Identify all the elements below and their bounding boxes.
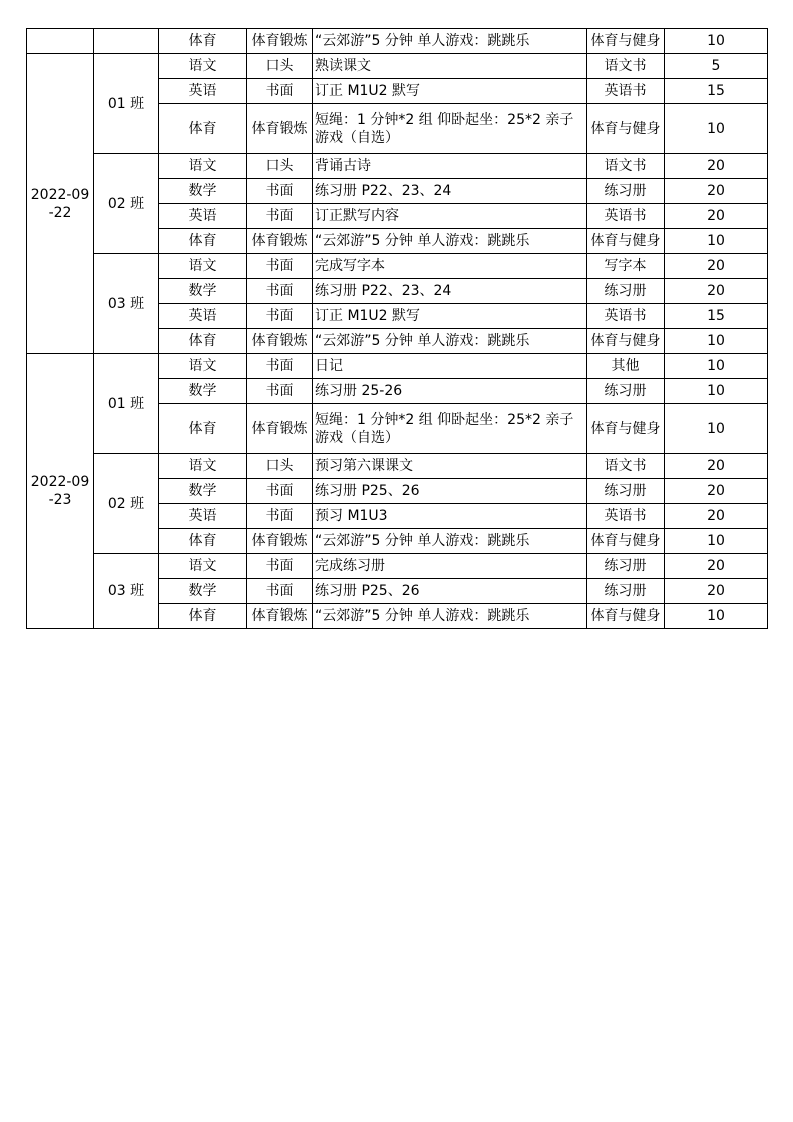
table-row xyxy=(27,554,768,579)
material-cell: 体育与健身 xyxy=(587,329,665,354)
minutes-cell: 10 xyxy=(665,329,768,354)
class-cell: 01 班 xyxy=(94,354,159,454)
material-cell: 英语书 xyxy=(587,304,665,329)
subject-cell: 数学 xyxy=(159,579,247,604)
table-row xyxy=(27,454,768,479)
table-row xyxy=(27,354,768,379)
material-cell: 练习册 xyxy=(587,579,665,604)
subject-cell: 英语 xyxy=(159,504,247,529)
form-cell: 口头 xyxy=(247,454,313,479)
material-cell: 英语书 xyxy=(587,79,665,104)
subject-cell: 数学 xyxy=(159,279,247,304)
material-cell: 体育与健身 xyxy=(587,29,665,54)
material-cell: 语文书 xyxy=(587,154,665,179)
content-cell: “云郊游”5 分钟 单人游戏：跳跳乐 xyxy=(313,29,587,54)
content-cell: 练习册 P25、26 xyxy=(313,579,587,604)
minutes-cell: 15 xyxy=(665,79,768,104)
subject-cell: 语文 xyxy=(159,54,247,79)
material-cell: 练习册 xyxy=(587,554,665,579)
form-cell: 体育锻炼 xyxy=(247,29,313,54)
content-cell: “云郊游”5 分钟 单人游戏：跳跳乐 xyxy=(313,329,587,354)
subject-cell: 体育 xyxy=(159,104,247,154)
form-cell: 体育锻炼 xyxy=(247,104,313,154)
minutes-cell: 10 xyxy=(665,379,768,404)
subject-cell: 数学 xyxy=(159,479,247,504)
homework-table xyxy=(26,28,768,629)
material-cell: 练习册 xyxy=(587,179,665,204)
material-cell: 语文书 xyxy=(587,54,665,79)
minutes-cell: 10 xyxy=(665,104,768,154)
material-cell: 体育与健身 xyxy=(587,229,665,254)
subject-cell: 体育 xyxy=(159,29,247,54)
content-cell: 练习册 25-26 xyxy=(313,379,587,404)
subject-cell: 英语 xyxy=(159,204,247,229)
form-cell: 书面 xyxy=(247,504,313,529)
content-cell: 完成写字本 xyxy=(313,254,587,279)
material-cell: 英语书 xyxy=(587,504,665,529)
material-cell: 其他 xyxy=(587,354,665,379)
content-cell: 熟读课文 xyxy=(313,54,587,79)
content-cell: “云郊游”5 分钟 单人游戏：跳跳乐 xyxy=(313,229,587,254)
minutes-cell: 10 xyxy=(665,529,768,554)
form-cell: 书面 xyxy=(247,354,313,379)
subject-cell: 数学 xyxy=(159,179,247,204)
minutes-cell: 20 xyxy=(665,554,768,579)
material-cell: 体育与健身 xyxy=(587,604,665,629)
form-cell: 体育锻炼 xyxy=(247,529,313,554)
material-cell: 体育与健身 xyxy=(587,529,665,554)
class-cell: 03 班 xyxy=(94,254,159,354)
material-cell: 练习册 xyxy=(587,479,665,504)
date-cell: 2022-09-23 xyxy=(27,354,94,629)
content-cell: “云郊游”5 分钟 单人游戏：跳跳乐 xyxy=(313,604,587,629)
form-cell: 体育锻炼 xyxy=(247,229,313,254)
form-cell: 书面 xyxy=(247,179,313,204)
subject-cell: 体育 xyxy=(159,329,247,354)
class-cell: 02 班 xyxy=(94,154,159,254)
minutes-cell: 10 xyxy=(665,404,768,454)
minutes-cell: 20 xyxy=(665,204,768,229)
form-cell: 书面 xyxy=(247,79,313,104)
form-cell: 书面 xyxy=(247,379,313,404)
material-cell: 体育与健身 xyxy=(587,104,665,154)
material-cell: 体育与健身 xyxy=(587,404,665,454)
class-cell: 02 班 xyxy=(94,454,159,554)
form-cell: 书面 xyxy=(247,479,313,504)
form-cell: 口头 xyxy=(247,54,313,79)
subject-cell: 体育 xyxy=(159,604,247,629)
minutes-cell: 20 xyxy=(665,154,768,179)
homework-table-body xyxy=(27,29,768,629)
content-cell: 练习册 P22、23、24 xyxy=(313,279,587,304)
content-cell: 订正 M1U2 默写 xyxy=(313,304,587,329)
form-cell: 书面 xyxy=(247,554,313,579)
material-cell: 练习册 xyxy=(587,379,665,404)
subject-cell: 体育 xyxy=(159,404,247,454)
form-cell: 体育锻炼 xyxy=(247,604,313,629)
minutes-cell: 5 xyxy=(665,54,768,79)
content-cell: “云郊游”5 分钟 单人游戏：跳跳乐 xyxy=(313,529,587,554)
empty-class-cell xyxy=(94,29,159,54)
content-cell: 练习册 P25、26 xyxy=(313,479,587,504)
subject-cell: 英语 xyxy=(159,304,247,329)
form-cell: 书面 xyxy=(247,304,313,329)
date-cell: 2022-09-22 xyxy=(27,54,94,354)
subject-cell: 英语 xyxy=(159,79,247,104)
form-cell: 书面 xyxy=(247,204,313,229)
minutes-cell: 20 xyxy=(665,454,768,479)
table-row xyxy=(27,54,768,79)
form-cell: 书面 xyxy=(247,279,313,304)
content-cell: 预习 M1U3 xyxy=(313,504,587,529)
minutes-cell: 20 xyxy=(665,479,768,504)
form-cell: 书面 xyxy=(247,254,313,279)
content-cell: 短绳：1 分钟*2 组 仰卧起坐：25*2 亲子游戏（自选） xyxy=(313,404,587,454)
minutes-cell: 20 xyxy=(665,279,768,304)
material-cell: 语文书 xyxy=(587,454,665,479)
class-cell: 01 班 xyxy=(94,54,159,154)
subject-cell: 数学 xyxy=(159,379,247,404)
subject-cell: 体育 xyxy=(159,529,247,554)
material-cell: 写字本 xyxy=(587,254,665,279)
content-cell: 短绳：1 分钟*2 组 仰卧起坐：25*2 亲子游戏（自选） xyxy=(313,104,587,154)
table-row xyxy=(27,154,768,179)
content-cell: 日记 xyxy=(313,354,587,379)
minutes-cell: 15 xyxy=(665,304,768,329)
subject-cell: 语文 xyxy=(159,554,247,579)
minutes-cell: 10 xyxy=(665,604,768,629)
subject-cell: 语文 xyxy=(159,354,247,379)
minutes-cell: 20 xyxy=(665,504,768,529)
empty-date-cell xyxy=(27,29,94,54)
material-cell: 英语书 xyxy=(587,204,665,229)
content-cell: 练习册 P22、23、24 xyxy=(313,179,587,204)
content-cell: 背诵古诗 xyxy=(313,154,587,179)
content-cell: 预习第六课课文 xyxy=(313,454,587,479)
minutes-cell: 20 xyxy=(665,254,768,279)
minutes-cell: 20 xyxy=(665,579,768,604)
form-cell: 书面 xyxy=(247,579,313,604)
form-cell: 体育锻炼 xyxy=(247,404,313,454)
table-row xyxy=(27,254,768,279)
minutes-cell: 20 xyxy=(665,179,768,204)
minutes-cell: 10 xyxy=(665,354,768,379)
form-cell: 体育锻炼 xyxy=(247,329,313,354)
subject-cell: 体育 xyxy=(159,229,247,254)
content-cell: 订正 M1U2 默写 xyxy=(313,79,587,104)
minutes-cell: 10 xyxy=(665,229,768,254)
table-row xyxy=(27,29,768,54)
material-cell: 练习册 xyxy=(587,279,665,304)
subject-cell: 语文 xyxy=(159,154,247,179)
form-cell: 口头 xyxy=(247,154,313,179)
subject-cell: 语文 xyxy=(159,254,247,279)
content-cell: 完成练习册 xyxy=(313,554,587,579)
subject-cell: 语文 xyxy=(159,454,247,479)
class-cell: 03 班 xyxy=(94,554,159,629)
content-cell: 订正默写内容 xyxy=(313,204,587,229)
minutes-cell: 10 xyxy=(665,29,768,54)
